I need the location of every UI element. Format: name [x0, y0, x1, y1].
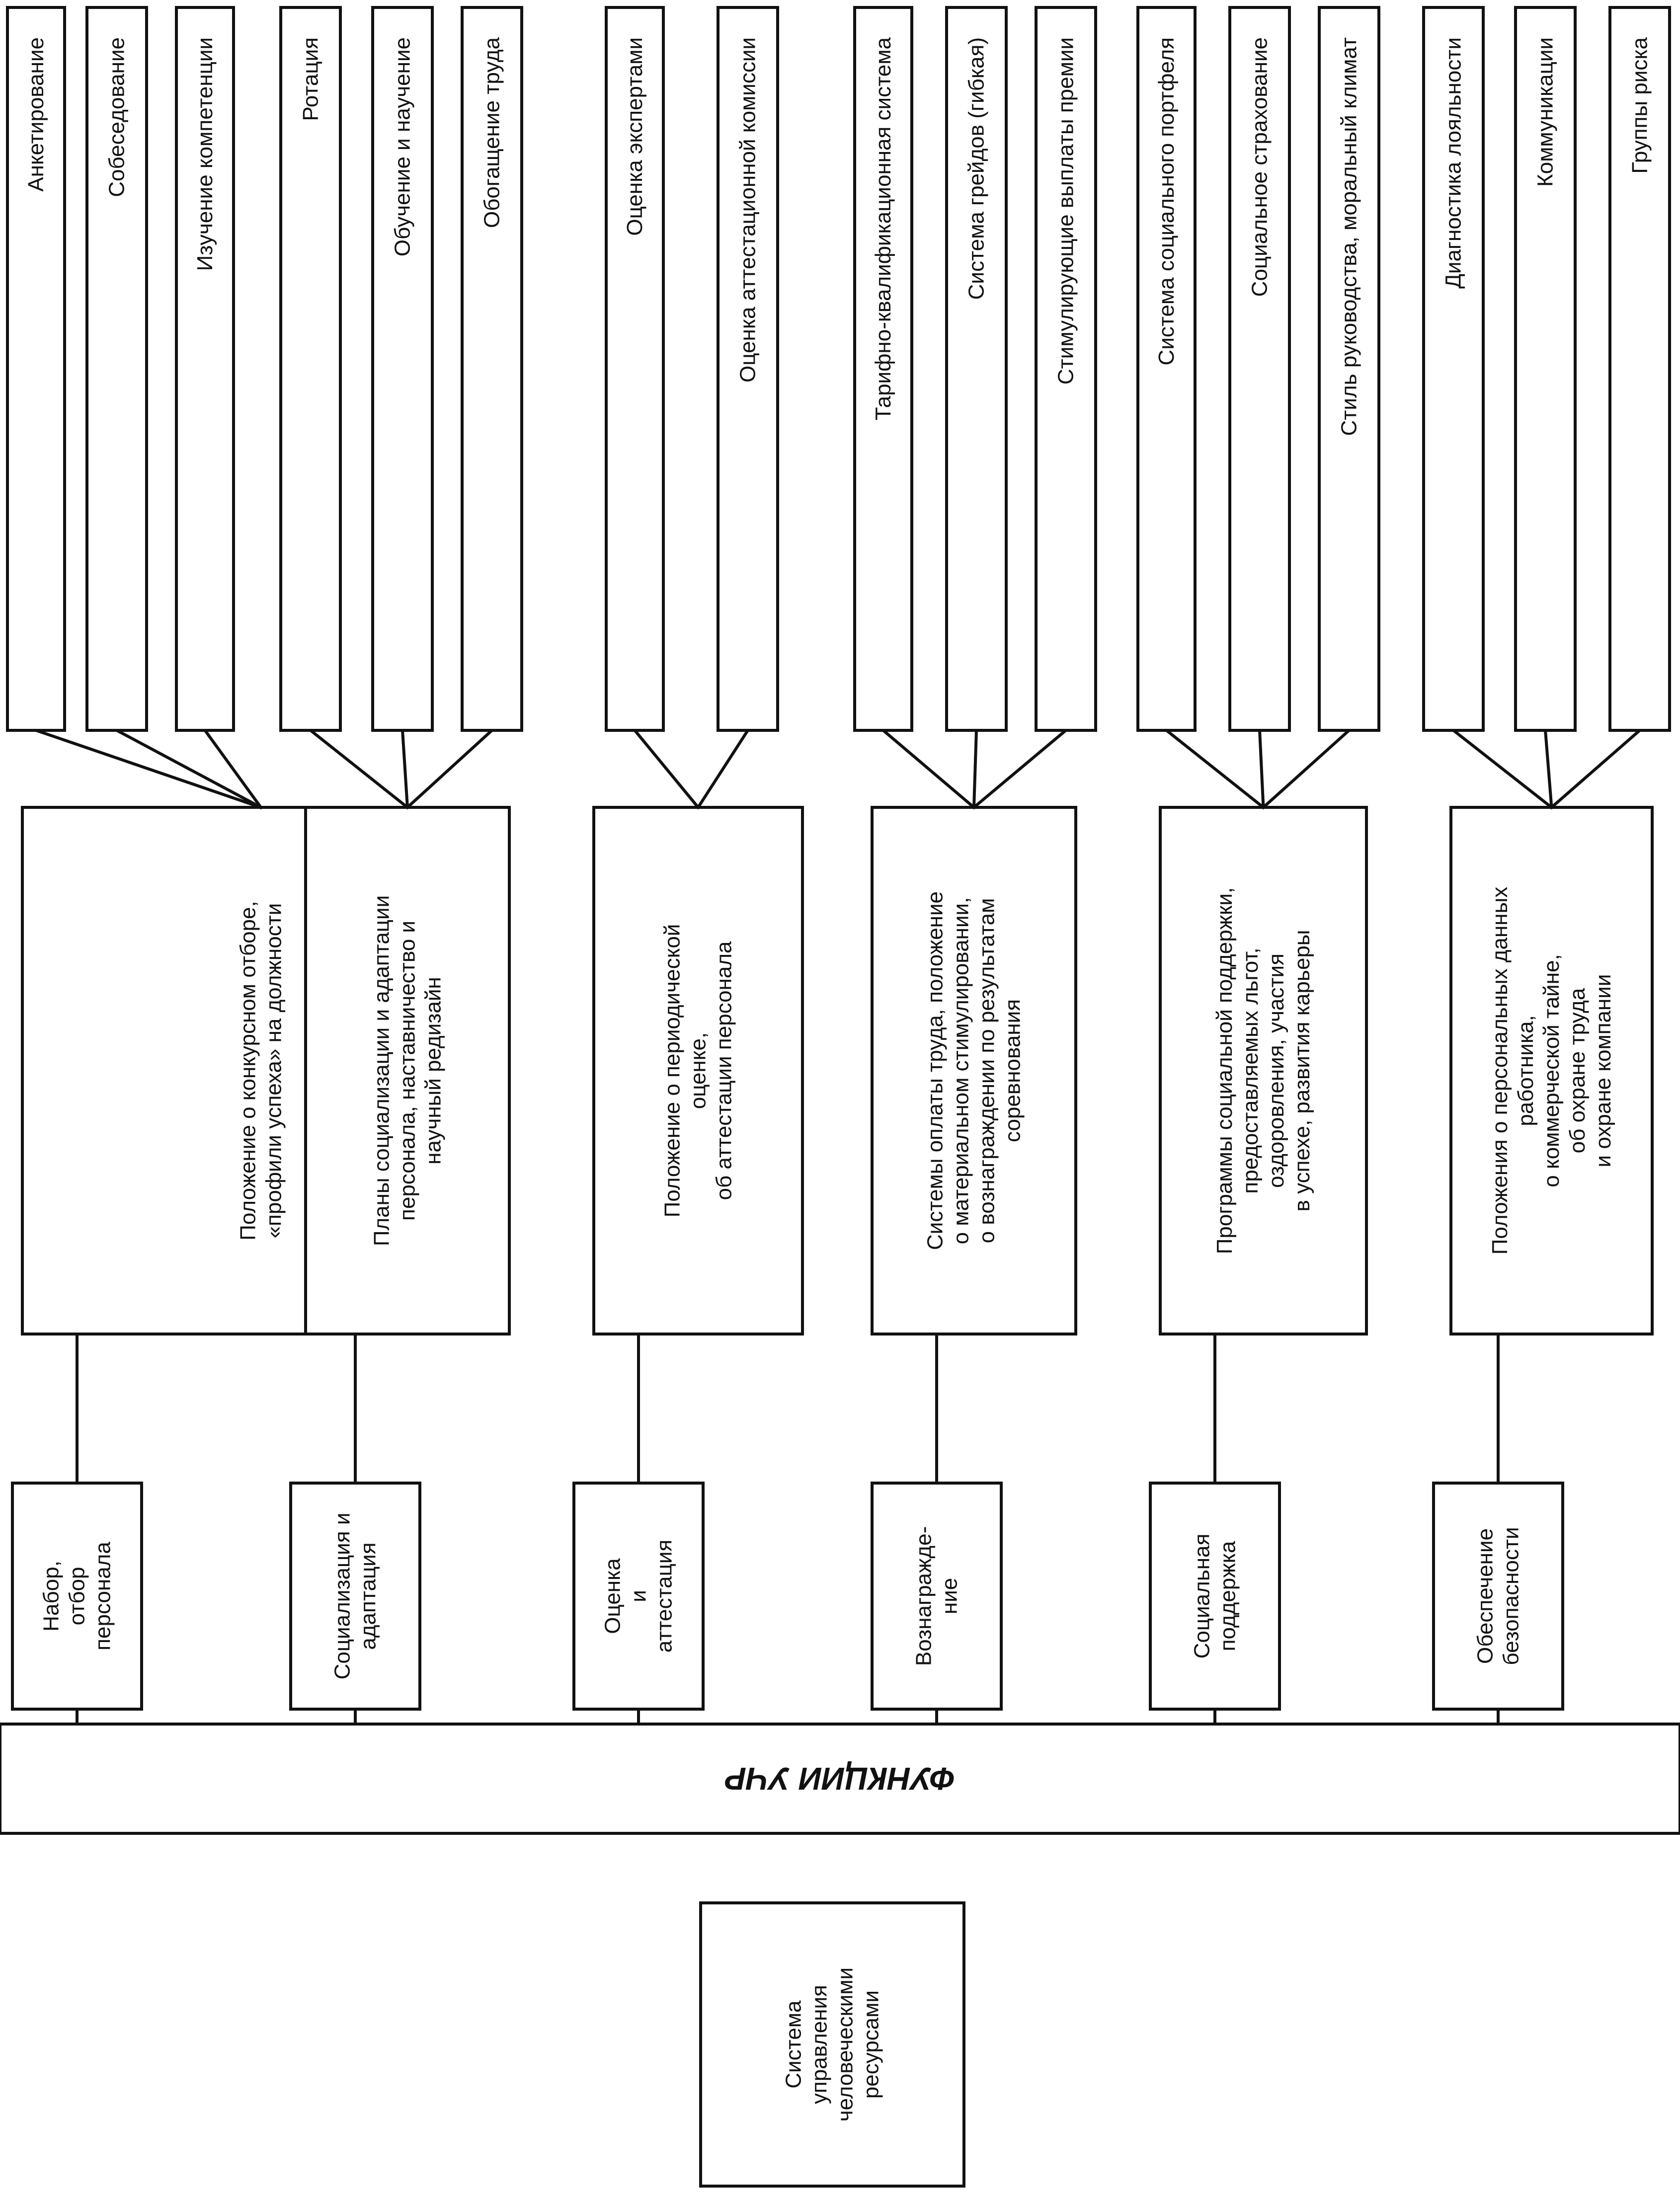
function-label-line: Вознагражде-	[911, 1526, 936, 1666]
method-label	[1628, 37, 1652, 173]
document-label-line: о коммерческой тайне,	[1539, 954, 1564, 1187]
method-label-text: Изучение компетенции	[193, 37, 217, 271]
function-label-line: Социализация и	[330, 1512, 355, 1680]
method-label	[391, 37, 415, 256]
method-label	[1533, 37, 1558, 187]
document-label-line: работника,	[1514, 1015, 1538, 1126]
method-connector	[311, 730, 407, 807]
method-connector	[1453, 730, 1552, 807]
method-label	[1337, 37, 1361, 436]
method-label	[1154, 37, 1179, 365]
functions-bus-label	[725, 1761, 955, 1797]
method-connector	[1260, 730, 1264, 807]
document-label-line: и охране компании	[1591, 974, 1615, 1168]
method-label-text: Стимулирующие выплаты премии	[1053, 37, 1078, 385]
method-label-text: Система грейдов (гибкая)	[964, 37, 989, 300]
function-label-line: Обеспечение	[1473, 1528, 1498, 1664]
root-label-line: человеческими	[833, 1967, 858, 2122]
method-label-text: Социальное страхование	[1247, 37, 1272, 297]
method-label	[871, 37, 895, 420]
method-connector	[1552, 730, 1640, 807]
function-label-line: персонала	[90, 1542, 115, 1651]
method-label	[193, 37, 217, 271]
function-label-line: Набор,	[39, 1561, 64, 1632]
method-label-text: Оценка экспертами	[623, 37, 647, 236]
document-box	[872, 807, 1076, 1334]
document-label-line: в успехе, развития карьеры	[1290, 930, 1314, 1212]
method-label-text: Обучение и научение	[390, 37, 415, 257]
function-label-line: безопасности	[1499, 1527, 1523, 1665]
document-label-line: об аттестации персонала	[712, 941, 736, 1200]
method-connector	[402, 730, 407, 807]
root-label-line: ресурсами	[859, 1990, 883, 2099]
method-connector	[974, 730, 976, 807]
document-label-line: Планы социализации и адаптации	[369, 895, 394, 1247]
document-label-line: оздоровления, участия	[1264, 953, 1288, 1188]
function-box	[1150, 1483, 1280, 1709]
method-label	[299, 37, 323, 121]
method-connector	[1264, 730, 1350, 807]
document-label-line: научный редизайн	[421, 977, 446, 1165]
document-label-line: оценке,	[686, 1032, 711, 1109]
method-connector	[698, 730, 748, 807]
function-label-line: адаптация	[356, 1542, 381, 1650]
document-label-line: Положение о конкурсном отборе,	[236, 901, 260, 1241]
function-label-line: отбор	[65, 1567, 89, 1626]
method-label-text: Группы риска	[1627, 37, 1652, 174]
document-label-line: Положения о персональных данных	[1488, 886, 1512, 1255]
function-label-line: Оценка	[600, 1558, 625, 1634]
document-label-line: о вознаграждении по результатам	[974, 898, 999, 1244]
document-label-line: «профили успеха» на должности	[261, 903, 286, 1239]
method-label	[1441, 37, 1466, 289]
root-label-line: управления	[807, 1985, 832, 2104]
method-label	[964, 37, 989, 300]
root-box	[701, 1903, 964, 2186]
method-label	[1248, 37, 1272, 297]
method-connector	[36, 730, 261, 807]
function-label-line: аттестация	[652, 1539, 677, 1653]
method-label-text: Система социального портфеля	[1154, 37, 1179, 366]
document-box	[1160, 807, 1366, 1334]
method-label-text: Коммуникации	[1533, 37, 1558, 187]
functions-bus-title: ФУНКЦИИ УЧР	[725, 1761, 955, 1797]
method-label	[105, 37, 129, 197]
method-label	[24, 37, 48, 192]
method-connector	[1167, 730, 1264, 807]
document-label-line: предоставляемых льгот,	[1238, 947, 1263, 1194]
function-label-line: и	[626, 1590, 651, 1602]
function-box	[1434, 1483, 1563, 1709]
document-label-line: персонала, наставничество и	[395, 921, 420, 1221]
method-label-text: Обогащение труда	[480, 37, 504, 229]
document-label-line: Программы социальной поддержки,	[1212, 887, 1237, 1255]
method-connector	[883, 730, 974, 807]
function-box	[872, 1483, 1001, 1709]
method-label-text: Анкетирование	[24, 37, 48, 192]
document-label-line: соревнования	[1000, 999, 1025, 1143]
method-connector	[635, 730, 699, 807]
function-box	[291, 1483, 420, 1709]
method-connector	[117, 730, 261, 807]
method-connector	[1545, 730, 1552, 807]
document-label-line: о материальном стимулировании,	[949, 897, 973, 1245]
method-connector	[205, 730, 261, 807]
method-label-text: Диагностика лояльности	[1441, 37, 1466, 289]
method-label	[480, 37, 504, 228]
function-label-line: ние	[937, 1577, 962, 1615]
method-connector	[407, 730, 492, 807]
document-label-line: Системы оплаты труда, положение	[923, 891, 948, 1251]
function-label-line: поддержка	[1215, 1541, 1240, 1651]
method-label-text: Собеседование	[104, 37, 129, 197]
document-label-line: об охране труда	[1565, 988, 1590, 1154]
method-label-text: Тарифно-квалификационная система	[871, 37, 895, 421]
function-label-line: Социальная	[1190, 1533, 1214, 1659]
document-label-line: Положение о периодической	[660, 924, 685, 1218]
method-label	[736, 37, 760, 383]
method-label-text: Ротация	[298, 37, 323, 121]
root-label-line: Система	[781, 2000, 806, 2089]
method-label-text: Оценка аттестационной комиссии	[735, 37, 760, 383]
method-connector	[974, 730, 1066, 807]
method-label	[623, 37, 647, 236]
method-label	[1054, 37, 1078, 385]
method-label-text: Стиль руководства, моральный климат	[1337, 37, 1361, 436]
